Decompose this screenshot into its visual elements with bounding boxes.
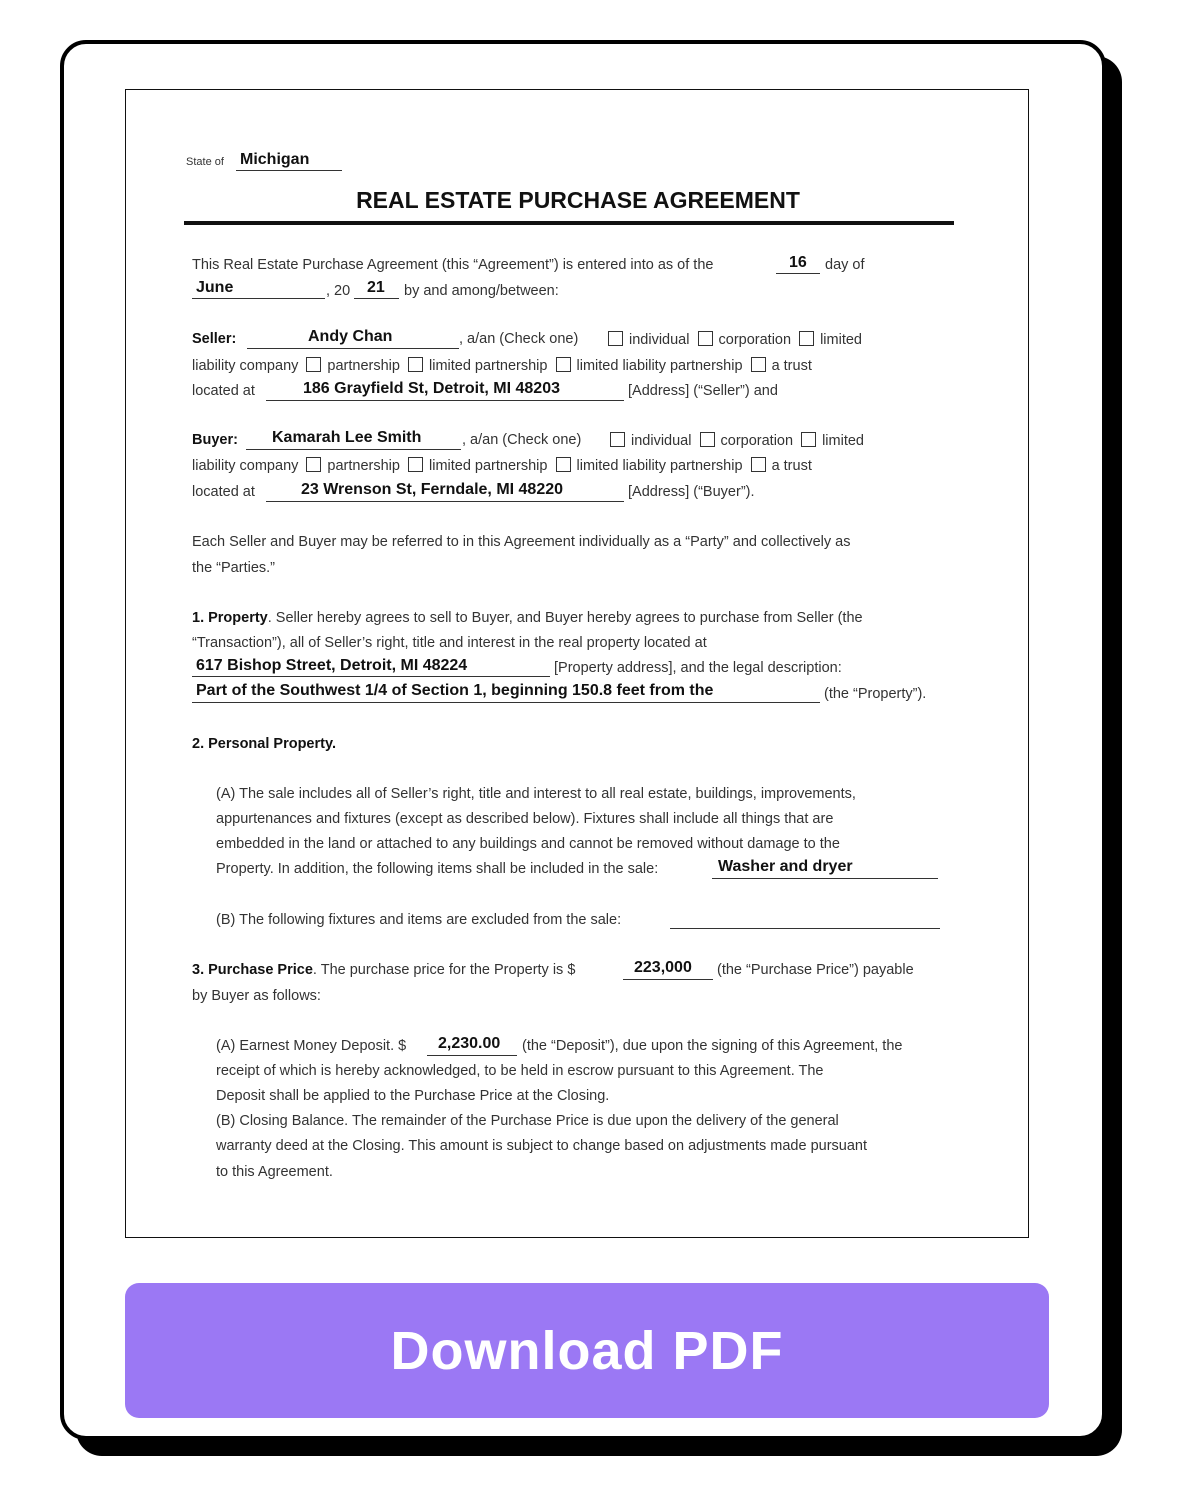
closing-b2: warranty deed at the Closing. This amount is subject to change based on adjustments made pursuant [216, 1138, 868, 1154]
option-label: limited [822, 433, 864, 449]
intro-day: 16 [789, 254, 807, 271]
seller-trust-checkbox[interactable] [751, 357, 766, 372]
parties-line1: Each Seller and Buyer may be referred to in this Agreement individually as a “Party” and collectively as [192, 534, 851, 550]
option-label: a trust [771, 358, 812, 374]
personal-included: Washer and dryer [718, 858, 853, 875]
seller-label: Seller: [192, 331, 237, 347]
buyer-located-at: located at [192, 484, 255, 500]
month-underline [192, 298, 325, 299]
personal-b: (B) The following fixtures and items are excluded from the sale: [216, 912, 622, 928]
property-line2: “Transaction”), all of Seller’s right, title and interest in the real property located at [192, 635, 707, 651]
property-line1 [192, 610, 863, 626]
buyer-name-underline [246, 449, 461, 450]
seller-located-at: located at [192, 383, 255, 399]
option-label: limited partnership [429, 358, 548, 374]
buyer-partnership-checkbox[interactable] [306, 457, 321, 472]
document-preview [125, 89, 1029, 1238]
buyer-address: 23 Wrenson St, Ferndale, MI 48220 [301, 481, 564, 498]
option-label: corporation [718, 332, 792, 348]
deposit-amount: 2,230.00 [438, 1035, 501, 1052]
state-label: State of [186, 156, 224, 168]
parties-line2: the “Parties.” [192, 560, 275, 576]
intro-text2: day of [825, 257, 865, 273]
deposit-a3: Deposit shall be applied to the Purchase Price at the Closing. [216, 1088, 610, 1104]
property-heading: 1. Property [192, 610, 268, 626]
intro-year: 21 [367, 279, 385, 296]
buyer-corporation-checkbox[interactable] [700, 432, 715, 447]
personal-a2: appurtenances and fixtures (except as described below). Fixtures shall include all things that are [216, 811, 834, 827]
option-label: liability company [192, 458, 299, 474]
seller-partnership-checkbox[interactable] [306, 357, 321, 372]
excluded-underline [670, 928, 940, 929]
price-text2: (the “Purchase Price”) payable [717, 962, 914, 978]
option-label: individual [629, 332, 690, 348]
option-label: limited liability partnership [576, 458, 743, 474]
personal-heading: 2. Personal Property. [192, 736, 336, 752]
property-address-underline [192, 676, 550, 677]
buyer-trust-checkbox[interactable] [751, 457, 766, 472]
option-label: partnership [327, 458, 400, 474]
price-line2: by Buyer as follows: [192, 988, 321, 1004]
option-label: corporation [720, 433, 794, 449]
price-line1 [192, 962, 575, 978]
download-pdf-button[interactable]: Download PDF [125, 1283, 1049, 1418]
price-heading: 3. Purchase Price [192, 962, 313, 978]
buyer-lp-checkbox[interactable] [408, 457, 423, 472]
buyer-label: Buyer: [192, 432, 238, 448]
buyer-limited-checkbox[interactable] [801, 432, 816, 447]
state-value: Michigan [240, 151, 310, 168]
seller-llp-checkbox[interactable] [556, 357, 571, 372]
intro-text4: by and among/between: [404, 283, 559, 299]
buyer-address-suffix: [Address] (“Buyer”). [628, 484, 755, 500]
buyer-llp-checkbox[interactable] [556, 457, 571, 472]
seller-limited-checkbox[interactable] [799, 331, 814, 346]
buyer-address-underline [266, 501, 624, 502]
property-address: 617 Bishop Street, Detroit, MI 48224 [196, 657, 468, 674]
closing-b3: to this Agreement. [216, 1164, 333, 1180]
seller-lp-checkbox[interactable] [408, 357, 423, 372]
option-label: limited liability partnership [576, 358, 743, 374]
deposit-a-text2: (the “Deposit”), due upon the signing of this Agreement, the [522, 1038, 903, 1054]
personal-a1: (A) The sale includes all of Seller’s right, title and interest to all real estate, buildings, improvements, [216, 786, 856, 802]
seller-address-underline [266, 400, 624, 401]
property-legal-underline [192, 702, 820, 703]
price-amount: 223,000 [634, 959, 692, 976]
document-title: REAL ESTATE PURCHASE AGREEMENT [356, 187, 800, 213]
day-underline [776, 273, 820, 274]
included-underline [712, 878, 938, 879]
seller-aan: , a/an (Check one) [459, 331, 579, 347]
option-label: limited partnership [429, 458, 548, 474]
seller-options-row1 [604, 331, 862, 348]
seller-name-underline [247, 348, 459, 349]
buyer-aan: , a/an (Check one) [462, 432, 582, 448]
state-underline [236, 170, 342, 171]
buyer-individual-checkbox[interactable] [610, 432, 625, 447]
closing-b1: (B) Closing Balance. The remainder of the Purchase Price is due upon the delivery of the general [216, 1113, 839, 1129]
buyer-options-row1 [606, 432, 864, 449]
option-label: partnership [327, 358, 400, 374]
seller-address-suffix: [Address] (“Seller”) and [628, 383, 778, 399]
intro-text1: This Real Estate Purchase Agreement (this “Agreement”) is entered into as of the [192, 257, 714, 273]
seller-individual-checkbox[interactable] [608, 331, 623, 346]
title-rule [184, 221, 954, 225]
buyer-options-row2 [192, 457, 812, 474]
deposit-a2: receipt of which is hereby acknowledged, to be held in escrow pursuant to this Agreement. The [216, 1063, 824, 1079]
personal-a3: embedded in the land or attached to any buildings and cannot be removed without damage to the [216, 836, 840, 852]
seller-name: Andy Chan [308, 328, 393, 345]
year-underline [354, 298, 399, 299]
seller-address: 186 Grayfield St, Detroit, MI 48203 [303, 380, 560, 397]
buyer-name: Kamarah Lee Smith [272, 429, 422, 446]
property-address-suffix: [Property address], and the legal description: [554, 660, 842, 676]
seller-corporation-checkbox[interactable] [698, 331, 713, 346]
option-label: limited [820, 332, 862, 348]
seller-options-row2 [192, 357, 812, 374]
intro-text3: , 20 [326, 283, 351, 299]
option-label: liability company [192, 358, 299, 374]
deposit-underline [427, 1055, 517, 1056]
price-text1: . The purchase price for the Property is $ [312, 962, 576, 978]
price-underline [623, 979, 713, 980]
deposit-a-text: (A) Earnest Money Deposit. $ [216, 1038, 407, 1054]
intro-month: June [196, 279, 234, 296]
property-legal: Part of the Southwest 1/4 of Section 1, beginning 150.8 feet from the [196, 682, 714, 699]
option-label: individual [631, 433, 692, 449]
property-legal-suffix: (the “Property”). [824, 686, 927, 702]
option-label: a trust [771, 458, 812, 474]
property-text1: . Seller hereby agrees to sell to Buyer, and Buyer hereby agrees to purchase from Seller (the [267, 610, 863, 626]
personal-a4: Property. In addition, the following items shall be included in the sale: [216, 861, 659, 877]
